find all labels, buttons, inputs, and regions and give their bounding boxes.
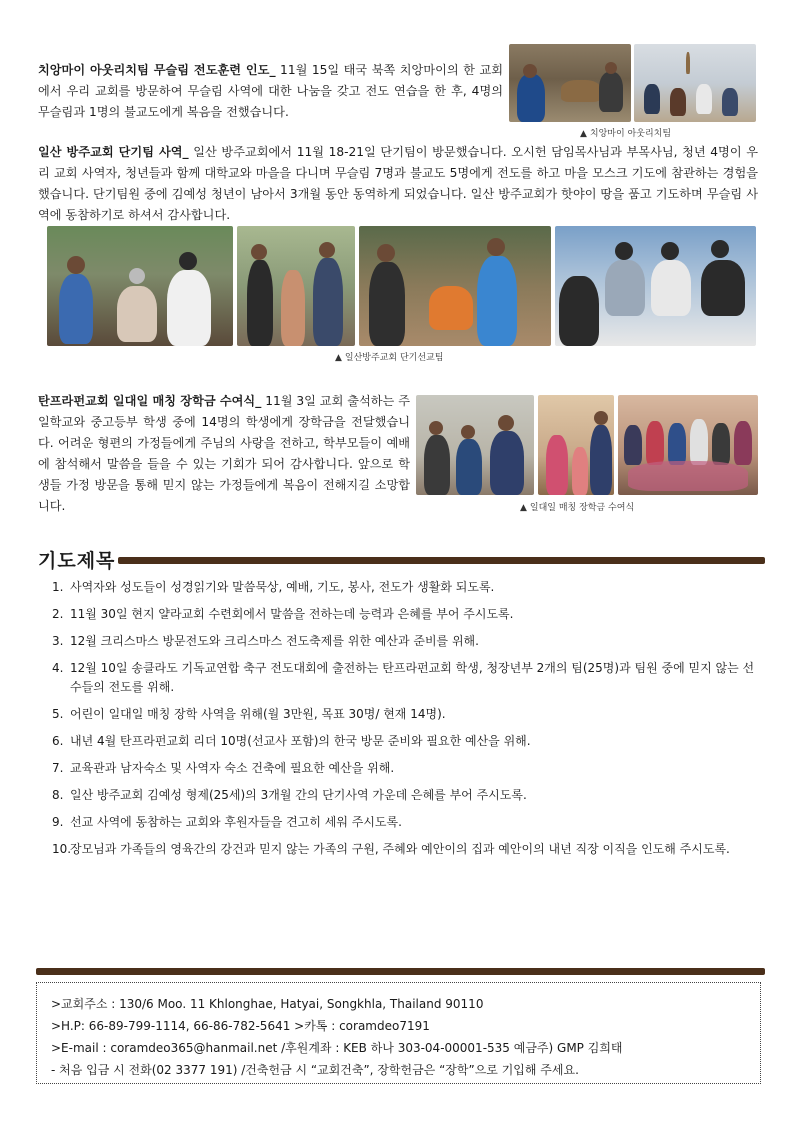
footer-divider bbox=[36, 968, 765, 975]
section-ilsan bbox=[38, 142, 758, 226]
prayer-item-number: 10. bbox=[52, 842, 72, 856]
prayer-item-text: 12월 크리스마스 방문전도와 크리스마스 전도축제를 위한 예산과 준비를 위해. bbox=[70, 634, 479, 648]
caption-marker-icon: ▲ bbox=[335, 353, 342, 363]
prayer-item bbox=[52, 605, 764, 624]
chiangmai-heading: 치앙마이 아웃리치팀 무슬림 전도훈련 인도_ bbox=[38, 63, 276, 77]
ilsan-photo-2 bbox=[237, 226, 355, 346]
prayer-item-number: 8. bbox=[52, 788, 64, 802]
prayer-title-divider bbox=[118, 557, 765, 564]
prayer-item-number: 2. bbox=[52, 607, 64, 621]
chiangmai-caption-text: 치앙마이 아웃리치팀 bbox=[589, 129, 672, 139]
prayer-item-number: 1. bbox=[52, 580, 64, 594]
church-address: >교회주소 : 130/6 Moo. 11 Khlonghae, Hatyai, Songkhla, Thailand 90110 bbox=[51, 997, 484, 1011]
phone-kakao: >H.P: 66-89-799-1114, 66-86-782-5641 >카톡 : coramdeo7191 bbox=[51, 1019, 430, 1033]
prayer-item-text: 사역자와 성도들이 성경읽기와 말씀묵상, 예배, 기도, 봉사, 전도가 생활화 되도록. bbox=[70, 580, 495, 594]
prayer-item bbox=[52, 786, 764, 805]
prayer-item-text: 11월 30일 현지 얄라교회 수련회에서 말씀을 전하는데 능력과 은혜를 부어 주시도록. bbox=[70, 607, 514, 621]
prayer-item bbox=[52, 840, 764, 859]
prayer-item-text: 교육관과 남자숙소 및 사역자 숙소 건축에 필요한 예산을 위해. bbox=[70, 761, 395, 775]
scholarship-photo-2 bbox=[538, 395, 614, 495]
scholarship-photo-3 bbox=[618, 395, 758, 495]
ilsan-heading: 일산 방주교회 단기팀 사역_ bbox=[38, 145, 189, 159]
scholarship-heading: 탄프라펀교회 일대일 매칭 장학금 수여식_ bbox=[38, 394, 262, 408]
caption-marker-icon: ▲ bbox=[520, 503, 527, 513]
prayer-item bbox=[52, 705, 764, 724]
chiangmai-paragraph bbox=[38, 60, 503, 123]
prayer-item bbox=[52, 578, 764, 597]
prayer-item-text: 12월 10일 송클라도 기독교연합 축구 전도대회에 출전하는 탄프라펀교회 학생, 청장년부 2개의 팀(25명)과 팀원 중에 믿지 않는 선수들의 전도를 위해. bbox=[70, 661, 755, 694]
scholarship-paragraph bbox=[38, 391, 410, 517]
prayer-item-text: 선교 사역에 동참하는 교회와 후원자들을 견고히 세워 주시도록. bbox=[70, 815, 402, 829]
prayer-item bbox=[52, 813, 764, 832]
email-account: >E-mail : coramdeo365@hanmail.net /후원계좌 : KEB 하나 303-04-00001-535 예금주) GMP 김희태 bbox=[51, 1041, 623, 1055]
scholarship-body: 11월 3일 교회 출석하는 주일학교와 중고등부 학생 중에 14명의 학생에게 장학금을 전달했습니다. 어려운 형편의 가정들에게 주님의 사랑을 전하고, 학부모들이 예배에 참석해서 말씀을 들을 수 있는 기회가 되어 감사합니다. 앞으로 학생들 가정 방문을 통해 믿지 않는 가정들에게 복음이 전해지길 소망합니다. bbox=[38, 394, 410, 513]
ilsan-photo-4 bbox=[555, 226, 756, 346]
chiangmai-photo-1 bbox=[509, 44, 631, 122]
prayer-item-text: 일산 방주교회 김예성 형제(25세)의 3개월 간의 단기사역 가운데 은혜를 부어 주시도록. bbox=[70, 788, 527, 802]
ilsan-paragraph bbox=[38, 142, 758, 226]
scholarship-caption bbox=[520, 500, 634, 513]
chiangmai-photo-2 bbox=[634, 44, 756, 122]
ilsan-photo-1 bbox=[47, 226, 233, 346]
section-scholarship bbox=[38, 391, 410, 517]
prayer-item bbox=[52, 659, 764, 697]
ilsan-caption-text: 일산방주교회 단기선교팀 bbox=[344, 353, 444, 363]
prayer-item-text: 내년 4월 탄프라펀교회 리더 10명(선교사 포함)의 한국 방문 준비와 필요한 예산을 위해. bbox=[70, 734, 531, 748]
prayer-item bbox=[52, 759, 764, 778]
prayer-item-number: 9. bbox=[52, 815, 64, 829]
ilsan-photo-3 bbox=[359, 226, 551, 346]
deposit-note: - 처음 입금 시 전화(02 3377 191) /건축헌금 시 “교회건축”, 장학헌금은 “장학”으로 기입해 주세요. bbox=[51, 1063, 579, 1077]
section-chiangmai bbox=[38, 60, 503, 123]
prayer-item bbox=[52, 732, 764, 751]
prayer-item bbox=[52, 632, 764, 651]
prayer-title: 기도제목 bbox=[38, 550, 116, 572]
chiangmai-caption bbox=[580, 126, 671, 139]
prayer-item-number: 3. bbox=[52, 634, 64, 648]
prayer-list bbox=[52, 578, 764, 867]
scholarship-photo-1 bbox=[416, 395, 534, 495]
prayer-item-number: 4. bbox=[52, 661, 64, 675]
prayer-item-number: 6. bbox=[52, 734, 64, 748]
prayer-item-text: 장모님과 가족들의 영육간의 강건과 믿지 않는 가족의 구원, 주혜와 예안이의 집과 예안이의 내년 직장 이직을 인도해 주시도록. bbox=[70, 842, 730, 856]
chiangmai-body: 11월 15일 태국 북쪽 치앙마이의 한 교회에서 우리 교회를 방문하여 무슬림 사역에 대한 나눔을 갖고 전도 연습을 한 후, 4명의 무슬림과 1명의 불교도에게 복음을 전했습니다. bbox=[38, 63, 503, 119]
prayer-item-text: 어린이 일대일 매칭 장학 사역을 위해(월 3만원, 목표 30명/ 현재 14명). bbox=[70, 707, 446, 721]
ilsan-caption bbox=[335, 350, 443, 363]
ilsan-body: 일산 방주교회에서 11월 18-21일 단기팀이 방문했습니다. 오시헌 담임목사님과 부목사님, 청년 4명이 우리 교회 사역자, 청년들과 함께 대학교와 마을을 다니며 무슬림 7명과 불교도 5명에게 전도를 하고 마을 모스크 기도에 참관하는 경험을 했습니다. 단기팀원 중에 김예성 청년이 남아서 3개월 동안 동역하게 되었습니다. 일산 방주교회가 핫야이 땅을 품고 기도하며 무슬림 사역에 동참하기로 하셔서 감사합니다. bbox=[38, 145, 759, 222]
caption-marker-icon: ▲ bbox=[580, 129, 587, 139]
prayer-item-number: 5. bbox=[52, 707, 64, 721]
contact-box bbox=[36, 982, 761, 1084]
prayer-item-number: 7. bbox=[52, 761, 64, 775]
scholarship-caption-text: 일대일 매칭 장학금 수여식 bbox=[529, 503, 635, 513]
